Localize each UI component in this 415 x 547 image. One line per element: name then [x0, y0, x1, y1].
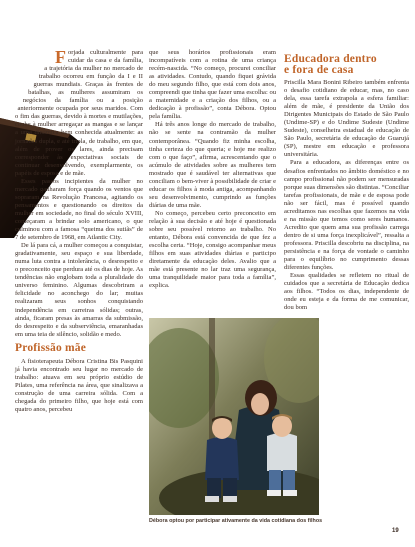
article-paragraph: Priscilla Mara Bonini Ribeiro também enfrenta o desafio cotidiano de educar, mas, no caso dela, essa tarefa extrapola a esfera familiar: além de mãe, é presidente da União dos Dirigentes Municipais do Estado de São Paulo (Undime-SP) e do Undime Sudeste (Undime Sudeste), conselheira estadual de educação de São Paulo, secretária de educação de Guarujá (SP), mestre em educação e professora universitária.	[284, 79, 409, 159]
article-column-2	[149, 49, 276, 290]
drop-cap: F	[55, 47, 66, 67]
page-number: 19	[392, 528, 399, 534]
article-paragraph: orjada culturalmente para cuidar da casa e da família, a trajetória da mulher no mercado de trabalho ocorreu em função da I e II guerras mundiais. Graças às frentes de batalhas, as mulheres assumiram os negócios da família ou a posição anteriormente ocupada por seus maridos. Com o fim das guerras, devido à mortes e mutilações, coube à mulher arregaçar as mangas e se lançar a uma dinâmica bem conhecida atualmente: as jornadas dupla, e até tripla, de trabalho, em que, além de prover os lares, ainda precisam corresponder às expectativas sociais de continuar desenvolvendo, exemplarmente, os papéis de esposa e de mãe.	[15, 49, 143, 177]
article-paragraph: Esses passos incipientes da mulher no mercado ganharam força quando os ventos que sopraram na Revolução Francesa, agitando os pensamentos e questionando os direitos da mulher em sociedade, no final do século XVIII, começaram a brindar solo americano, o que culminou com a famosa “queima dos sutiãs” de 7 de setembro de 1968, em Atlantic City.	[15, 177, 143, 242]
family-photo	[149, 318, 319, 515]
article-paragraph: Essas qualidades se refletem no ritual de cuidados que a secretária de Educação dedica aos filhos. “Todos os dias, independente de onde eu esteja e da forma de me comunicar, dou bom	[284, 272, 409, 312]
article-paragraph: Para a educadora, as diferenças entre os desafios enfrentados no âmbito doméstico e no campo profissional não podem ser mensuradas porque suas dimensões são distintas. “Conciliar tarefas profissionais, de mãe e de esposa pode não ser fácil, mas é possível quando acreditamos nas escolhas que fazemos na vida e na missão que temos como seres humanos. Acredito que quem ama sua profissão carrega dentro de si uma força inexplicável”, ressalta a professora. Priscilla descobriu na disciplina, na persistência e na força de vontade o caminho para o equilíbrio no cumprimento dessas diferentes funções.	[284, 159, 409, 272]
family-photo-illustration	[149, 318, 319, 515]
article-column-1	[15, 49, 143, 414]
article-paragraph: Há três anos longe do mercado de trabalho, não se sente na contramão da mulher contemporânea. “Quando fiz minha escolha, tinha certeza do que queria; e hoje me realizo com o que faço”, afirma, acrescentando que o acúmulo de atividades sobre as mulheres tem mostrado que é saudável ter alternativas que conciliam o bem-viver à possibilidade de criar e educar os filhos à moda antiga, acompanhando seu desenvolvimento, cumprindo as funções diárias de uma mãe.	[149, 121, 276, 209]
article-paragraph: No começo, percebeu certo preconceito em relação à sua decisão e até hoje é questionada sobre seu possível retorno ao trabalho. No entanto, Débora está convencida de que fez a escolha certa. “Hoje, consigo acompanhar meus filhos em suas atividades diárias e participo diretamente da educação deles. Avalio que a mãe está presente no lar traz uma segurança, uma tranquilidade maior para toda a família”, explica.	[149, 209, 276, 290]
photo-caption: Débora optou por participar ativamente da vida cotidiana dos filhos	[149, 518, 323, 524]
article-paragraph: que seus horários profissionais eram incompatíveis com a rotina de uma criança recém-nascida. “No começo, procurei conciliar as atividades. Contudo, quando fiquei grávida do meu segundo filho, que está com dois anos, compreendi que tinha que fazer uma escolha: ou a maternidade e a criação dos filhos, ou a dedicação à profissão”, conta Débora. Optou pela família.	[149, 49, 276, 121]
article-paragraph: A fisioterapeuta Débora Cristina Bis Pasquini já havia encontrado seu lugar no mercado de trabalho: atuava em seu próprio estúdio de Pilates, uma referência na área, que sinalizava a construção de uma carreira sólida. Com a chegada do primeiro filho, que hoje está com quatro anos, percebeu	[15, 357, 143, 413]
article-column-3	[284, 54, 409, 312]
article-paragraph: De lá para cá, a mulher começou a conquistar, gradativamente, seu espaço e sua liberdade, numa luta contra a intolerância, o desrespeito e o preconceito que perdura até os dias de hoje. As tendências não englobam toda a pluralidade do universo feminino. Algumas descobriram a felicidade no aconchego do lar; muitas realizaram seus sonhos conquistando independência em carreiras sólidas; outras, ainda, ficaram presas às amarras da submissão, do desrespeito e da subserviência, emaranhadas em uma teia de silêncio, solidão e medo.	[15, 242, 143, 338]
section-title: Profissão mãe	[15, 341, 87, 354]
section-title: Educadora dentro e fora de casa	[284, 53, 377, 76]
